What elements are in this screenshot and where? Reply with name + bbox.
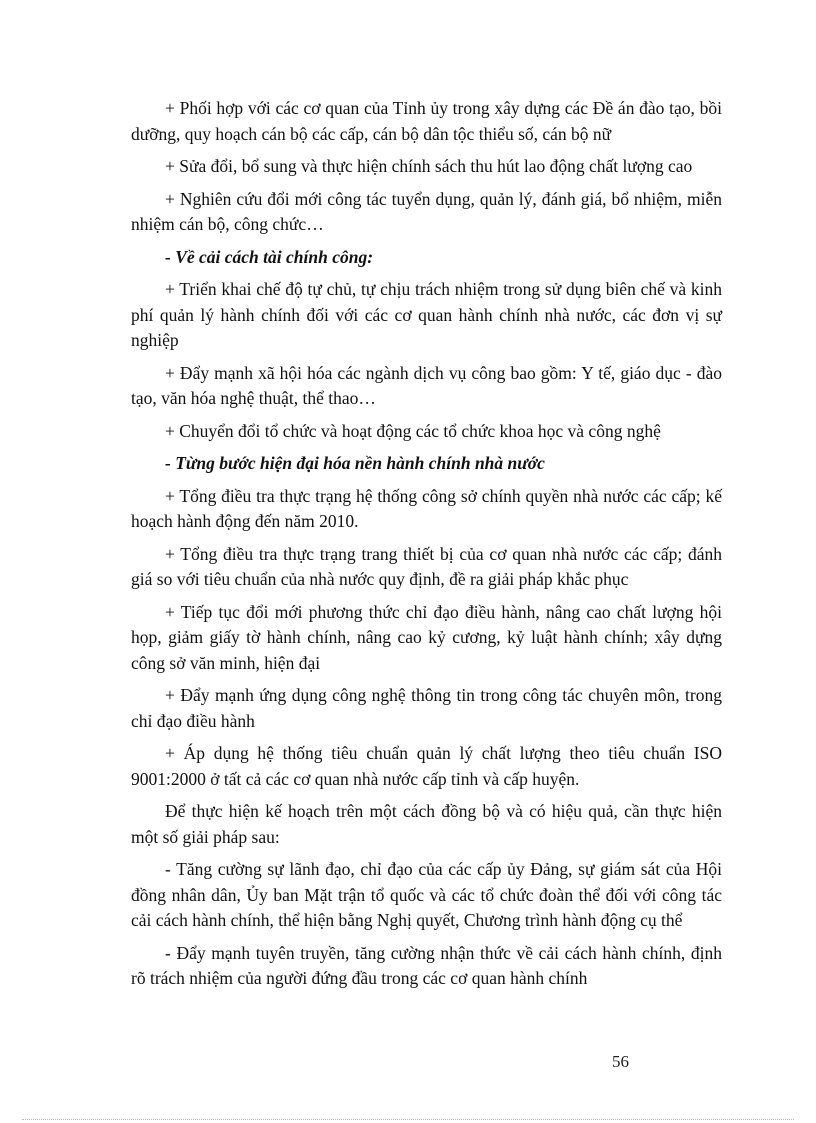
- page-number: 56: [612, 1052, 629, 1071]
- paragraph: - Đẩy mạnh tuyên truyền, tăng cường nhận thức về cải cách hành chính, định rõ trách nhiệm của người đứng đầu trong các cơ quan hành chính: [131, 942, 722, 988]
- paragraph: + Phối hợp với các cơ quan của Tỉnh ủy trong xây dựng các Đề án đào tạo, bồi dưỡng, quy hoạch cán bộ các cấp, cán bộ dân tộc thiểu số, cán bộ nữ: [131, 98, 722, 144]
- paragraph: - Tăng cường sự lãnh đạo, chỉ đạo của các cấp ủy Đảng, sự giám sát của Hội đồng nhân dân, Ủy ban Mặt trận tổ quốc và các tổ chức đoàn thể đối với công tác cải cách hành chính, thể hiện bằng Nghị quyết, Chương trình hành động cụ thể: [131, 859, 722, 930]
- paragraph: + Tổng điều tra thực trạng hệ thống công sở chính quyền nhà nước các cấp; kế hoạch hành động đến năm 2010.: [131, 485, 722, 531]
- paragraph: + Sửa đổi, bổ sung và thực hiện chính sách thu hút lao động chất lượng cao: [165, 156, 693, 176]
- section-heading: - Về cải cách tài chính công:: [165, 246, 374, 267]
- paragraph: + Triển khai chế độ tự chủ, tự chịu trách nhiệm trong sử dụng biên chế và kinh phí quản lý hành chính đối với các cơ quan hành chính nhà nước, các đơn vị sự nghiệp: [131, 279, 722, 350]
- paragraph: + Nghiên cứu đổi mới công tác tuyển dụng, quản lý, đánh giá, bổ nhiệm, miễn nhiệm cán bộ, công chức…: [131, 188, 722, 234]
- paragraph: Để thực hiện kế hoạch trên một cách đồng bộ và có hiệu quả, cần thực hiện một số giải pháp sau:: [131, 801, 722, 847]
- footer-divider: [22, 1119, 794, 1120]
- paragraph: + Tiếp tục đổi mới phương thức chỉ đạo điều hành, nâng cao chất lượng hội họp, giảm giấy tờ hành chính, nâng cao kỷ cương, kỷ luật hành chính; xây dựng công sở văn minh, hiện đại: [131, 601, 722, 673]
- paragraph: + Áp dụng hệ thống tiêu chuẩn quản lý chất lượng theo tiêu chuẩn ISO 9001:2000 ở tất cả các cơ quan nhà nước cấp tỉnh và cấp huyện.: [131, 743, 722, 789]
- paragraph: + Chuyển đổi tổ chức và hoạt động các tổ chức khoa học và công nghệ: [165, 420, 661, 441]
- paragraph: + Tổng điều tra thực trạng trang thiết bị của cơ quan nhà nước các cấp; đánh giá so với tiêu chuẩn của nhà nước quy định, đề ra giải pháp khắc phục: [131, 543, 722, 589]
- page-body: [131, 96, 722, 999]
- section-heading: - Từng bước hiện đại hóa nền hành chính nhà nước: [165, 453, 545, 473]
- paragraph: + Đẩy mạnh ứng dụng công nghệ thông tin trong công tác chuyên môn, trong chỉ đạo điều hành: [131, 685, 722, 731]
- paragraph: + Đẩy mạnh xã hội hóa các ngành dịch vụ công bao gồm: Y tế, giáo dục - đào tạo, văn hóa nghệ thuật, thể thao…: [131, 362, 722, 408]
